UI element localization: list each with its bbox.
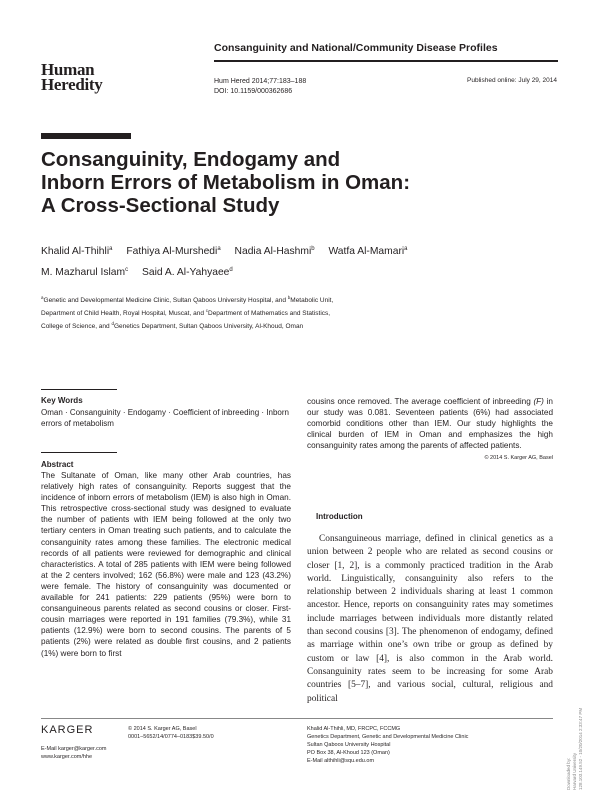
series-rule <box>214 60 558 62</box>
abstract-text: The Sultanate of Oman, like many other Arab countries, has relatively high rates of consanguinity. Reports suggest that the incidence of inborn errors of metabolism (IEM) is also high in Oman. This retrospective cross-sectional study was designed to evaluate the number of patients with IEM being followed at the only two tertiary centers in Oman treating such patients, and to calculate the consanguinity rates among these families. The electronic medical records of all patients were reviewed for demographic and clinical characteristics. A total of 285 patients with IEM were being followed at the 2 centers involved; 162 (56.8%) were male and 123 (43.2%) were female. The history of consanguinity was documented or available for 241 patients: 229 patients (95%) were born to consanguineous parents related as second cousins or closer. First-cousin marriages were reported in 191 families (79.3%), while 31 patients (12.9%) were born to second cousins. The parents of 5 patients (2%) were related as double first cousins, and 2 patients (1%) were born to first <box>41 471 291 658</box>
published-date: Published online: July 29, 2014 <box>467 77 557 84</box>
author: Watfa Al-Mamari$^a$ <box>328 246 408 257</box>
affiliations: $^a$Genetic and Developmental Medicine Clinic, Sultan Qaboos University Hospital, and $^b$Metabolic Unit, Department of Child Health, Royal Hospital, Muscat, and $^c$Department of Mathematics and Statistics, College of Science, and $^d$Genetics Department, Sultan Qaboos University, Al-Khoud, Oman <box>41 295 334 331</box>
publisher-logo: KARGER <box>41 724 94 736</box>
title-line: Inborn Errors of Metabolism in Oman: <box>41 171 411 194</box>
series-title: Consanguinity and National/Community Disease Profiles <box>214 42 498 54</box>
author: Khalid Al-Thihli$^a$ <box>41 246 113 257</box>
email-link[interactable]: E-Mail karger@karger.com <box>41 746 107 752</box>
correspondence: Khalid Al-Thihli, MD, FRCPC, FCCMG Genetics Department, Genetic and Developmental Medicine Clinic Sultan Qaboos University Hospital PO Box 38, Al-Khoud 123 (Oman) E-Mail althihli@squ.edu.om <box>307 726 469 764</box>
abstract-continued: cousins once removed. The average coefficient of inbreeding (F) in our study was 0.081. Seventeen patients (6%) had associated comorbid conditions other than IEM. Our study highlights the clinical burden of IEM in Oman and emphasizes the high consanguinity rates among the parents of affected patients. © 2014 S. Karger AG, Basel <box>307 396 553 465</box>
author: Nadia Al-Hashmi$^b$ <box>234 246 315 257</box>
title-line: Consanguinity, Endogamy and <box>41 148 341 171</box>
author: Said A. Al-Yahyaee$^d$ <box>142 267 233 278</box>
author: M. Mazharul Islam$^c$ <box>41 267 129 278</box>
author-list <box>41 240 521 282</box>
website-link[interactable]: www.karger.com/hhe <box>41 754 93 760</box>
footer-rule <box>41 718 553 719</box>
abstract-heading: Abstract <box>41 460 74 469</box>
title-rule <box>41 133 131 139</box>
abstract-copyright: © 2014 S. Karger AG, Basel <box>484 455 553 462</box>
logo-line-2: Heredity <box>41 75 103 94</box>
introduction-text: Consanguineous marriage, defined in clinical genetics as a union between 2 people who are related as second cousins or closer [1, 2], is a commonly practiced tradition in the Arab world. Linguistically, consanguinity also refers to the relationship between 2 individuals sharing at least 1 common ancestor. Hence, reports on consanguinity rates may sometimes include marriages between individuals more distantly related than second cousins [3]. The phenomenon of endogamy, defined as marriage within one’s own tribe or group as defined by custom or law [4], is also common in the Arab world. Consanguinity rates seem to be increasing for some Arab countries [5–7], and various social, cultural, religious and political <box>307 534 553 704</box>
author: Fathiya Al-Murshedi$^a$ <box>126 246 221 257</box>
citation <box>214 77 306 97</box>
article-title <box>41 148 461 217</box>
title-line: A Cross-Sectional Study <box>41 194 280 217</box>
logo-line-1: Human <box>41 60 95 79</box>
citation-doi[interactable]: DOI: 10.1159/000362686 <box>214 88 293 95</box>
keywords-text: Oman · Consanguinity · Endogamy · Coefficient of inbreeding · Inborn errors of metabolism <box>41 408 289 428</box>
journal-logo <box>41 62 103 92</box>
introduction-heading: Introduction <box>316 512 363 521</box>
keywords-heading: Key Words <box>41 396 83 405</box>
footer-contact <box>41 745 107 761</box>
abstract-rule <box>41 452 117 453</box>
footer-copyright: © 2014 S. Karger AG, Basel 0001–5652/14/0774–0183$39.50/0 <box>128 726 214 740</box>
download-stamp: Downloaded by: Harvard University 128.103.149.52 - 10/20/2014 2:33:47 PM <box>566 707 583 790</box>
correspondence-email[interactable]: E-Mail althihli@squ.edu.om <box>307 758 375 764</box>
citation-journal: Hum Hered 2014;77:183–188 <box>214 78 307 85</box>
keywords-rule <box>41 389 117 390</box>
